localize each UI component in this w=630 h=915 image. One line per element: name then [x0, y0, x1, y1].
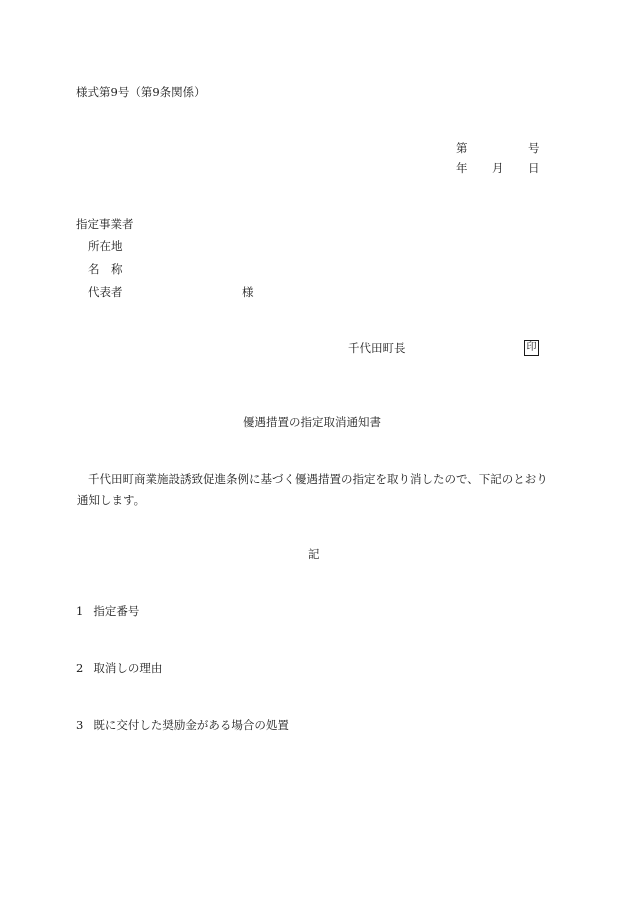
item-label: 取消しの理由	[93, 661, 163, 675]
item-1	[76, 603, 139, 619]
item-3	[76, 717, 289, 733]
body-text: 千代田町商業施設誘致促進条例に基づく優遇措置の指定を取り消したので、下記のとおり通知します。	[77, 472, 548, 507]
seal-mark	[524, 339, 539, 356]
recipient-heading: 指定事業者	[76, 217, 134, 231]
item-2	[76, 660, 162, 676]
item-label: 指定番号	[93, 604, 140, 618]
name-label: 名 称	[88, 262, 123, 276]
sender-title: 千代田町長	[348, 341, 406, 355]
form-number: 様式第9号（第9条関係）	[76, 85, 206, 99]
date-month: 月	[492, 161, 504, 175]
item-number: 1	[76, 604, 84, 618]
doc-number-prefix: 第	[456, 141, 468, 155]
date-year: 年	[456, 161, 468, 175]
item-number: 3	[76, 718, 84, 732]
address-label: 所在地	[88, 239, 123, 253]
doc-number-suffix: 号	[528, 141, 540, 155]
item-label: 既に交付した奨励金がある場合の処置	[93, 718, 289, 732]
date-day: 日	[528, 161, 540, 175]
record-heading: 記	[308, 547, 320, 561]
representative-label: 代表者	[88, 285, 123, 299]
document-title: 優遇措置の指定取消通知書	[243, 415, 381, 429]
seal-icon: 印	[524, 340, 539, 356]
item-number: 2	[76, 661, 84, 675]
honorific: 様	[242, 285, 254, 299]
